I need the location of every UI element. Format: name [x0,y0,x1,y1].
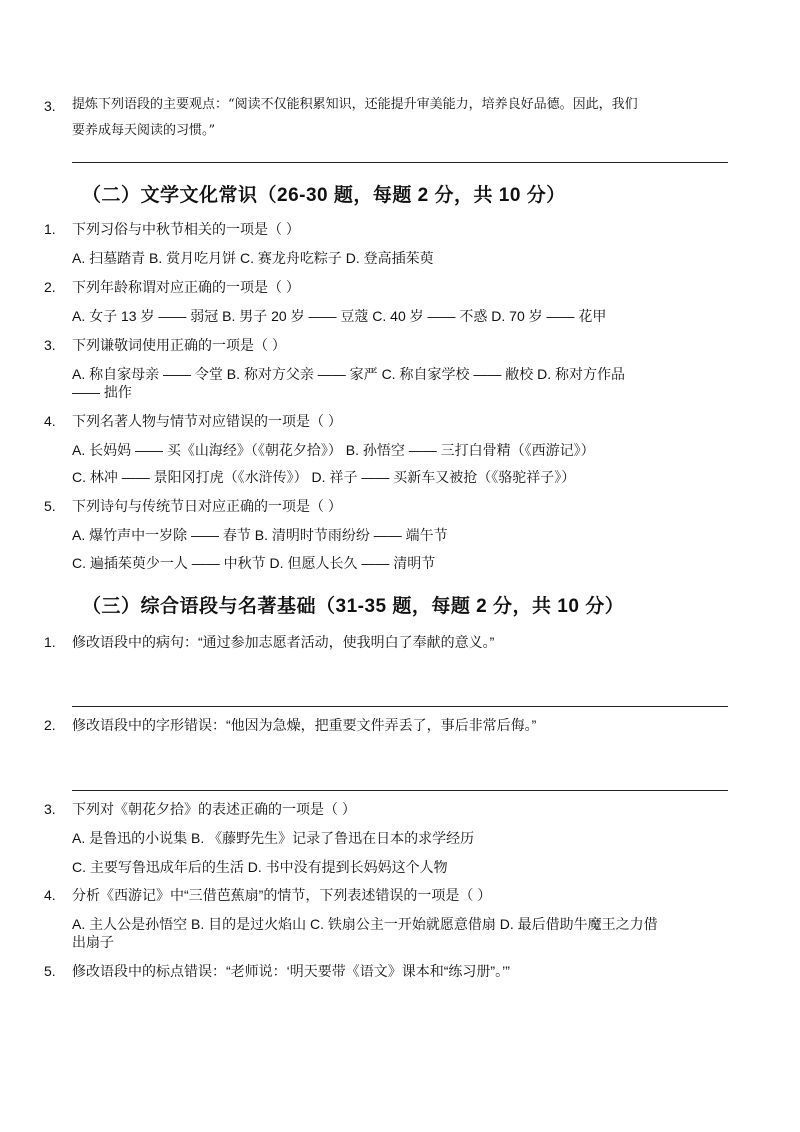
question-options: —— 拙作 [72,384,132,400]
answer-line[interactable] [72,162,728,163]
stem-line: 要养成每天阅读的习惯。” [72,123,216,138]
section-title: （二）文学文化常识（26-30 题，每题 2 分，共 10 分） [82,185,566,206]
question-stem: 修改语段中的字形错误：“他因为急燥，把重要文件弄丢了，事后非常后侮。” [72,717,537,733]
question-options: A. 长妈妈 —— 买《山海经》（《朝花夕拾》） B. 孙悟空 —— 三打白骨精（《西游记》） [72,442,595,458]
question-stem: 修改语段中的病句：“通过参加志愿者活动，使我明白了奉献的意义。” [72,634,495,650]
question-stem: 下列名著人物与情节对应错误的一项是（ ） [72,413,342,429]
question-options: A. 爆竹声中一岁除 —— 春节 B. 清明时节雨纷纷 —— 端午节 [72,527,448,543]
question-options: C. 林冲 —— 景阳冈打虎（《水浒传》） D. 祥子 —— 买新车又被抢（《骆驼祥子》） [72,469,576,485]
question-options: A. 女子 13 岁 —— 弱冠 B. 男子 20 岁 —— 豆蔻 C. 40 岁 —— 不惑 D. 70 岁 —— 花甲 [72,308,607,324]
question-number: 3. [44,801,56,817]
question-stem: 下列谦敬词使用正确的一项是（ ） [72,337,286,353]
question-options: A. 是鲁迅的小说集 B. 《藤野先生》记录了鲁迅在日本的求学经历 [72,830,475,846]
question-number: 2. [44,279,56,295]
question-options: C. 主要写鲁迅成年后的生活 D. 书中没有提到长妈妈这个人物 [72,859,448,875]
question-options: A. 主人公是孙悟空 B. 目的是过火焰山 C. 铁扇公主一开始就愿意借扇 D. 最后借助牛魔王之力借 [72,916,658,932]
question-stem: 下列诗句与传统节日对应正确的一项是（ ） [72,498,342,514]
question-number: 5. [44,963,56,979]
question-number: 1. [44,221,56,237]
question-number: 5. [44,498,56,514]
question-options: A. 称自家母亲 —— 令堂 B. 称对方父亲 —— 家严 C. 称自家学校 —— 敝校 D. 称对方作品 [72,366,626,382]
question-options: C. 遍插茱萸少一人 —— 中秋节 D. 但愿人长久 —— 清明节 [72,555,436,571]
question-stem [72,92,732,144]
question-stem: 修改语段中的标点错误：“老师说：‘明天要带《语文》课本和“练习册”。’” [72,963,510,979]
answer-line[interactable] [72,790,728,791]
answer-line[interactable] [72,706,728,707]
question-number: 3. [44,337,56,353]
question-stem: 下列习俗与中秋节相关的一项是（ ） [72,221,300,237]
question-number: 1. [44,634,56,650]
question-stem: 下列对《朝花夕拾》的表述正确的一项是（ ） [72,801,356,817]
question-stem: 下列年龄称谓对应正确的一项是（ ） [72,279,300,295]
question-number: 2. [44,717,56,733]
question-number: 4. [44,413,56,429]
question-options: A. 扫墓踏青 B. 赏月吃月饼 C. 赛龙舟吃粽子 D. 登高插茱萸 [72,250,434,266]
section-title: （三）综合语段与名著基础（31-35 题，每题 2 分，共 10 分） [82,596,625,617]
question-options: 出扇子 [72,934,114,950]
stem-line: 提炼下列语段的主要观点：“阅读不仅能积累知识，还能提升审美能力，培养良好品德。因此，我们 [72,97,638,112]
question-number: 4. [44,887,56,903]
question-number: 3. [44,98,56,114]
question-stem: 分析《西游记》中“三借芭蕉扇”的情节，下列表述错误的一项是（ ） [72,887,492,903]
